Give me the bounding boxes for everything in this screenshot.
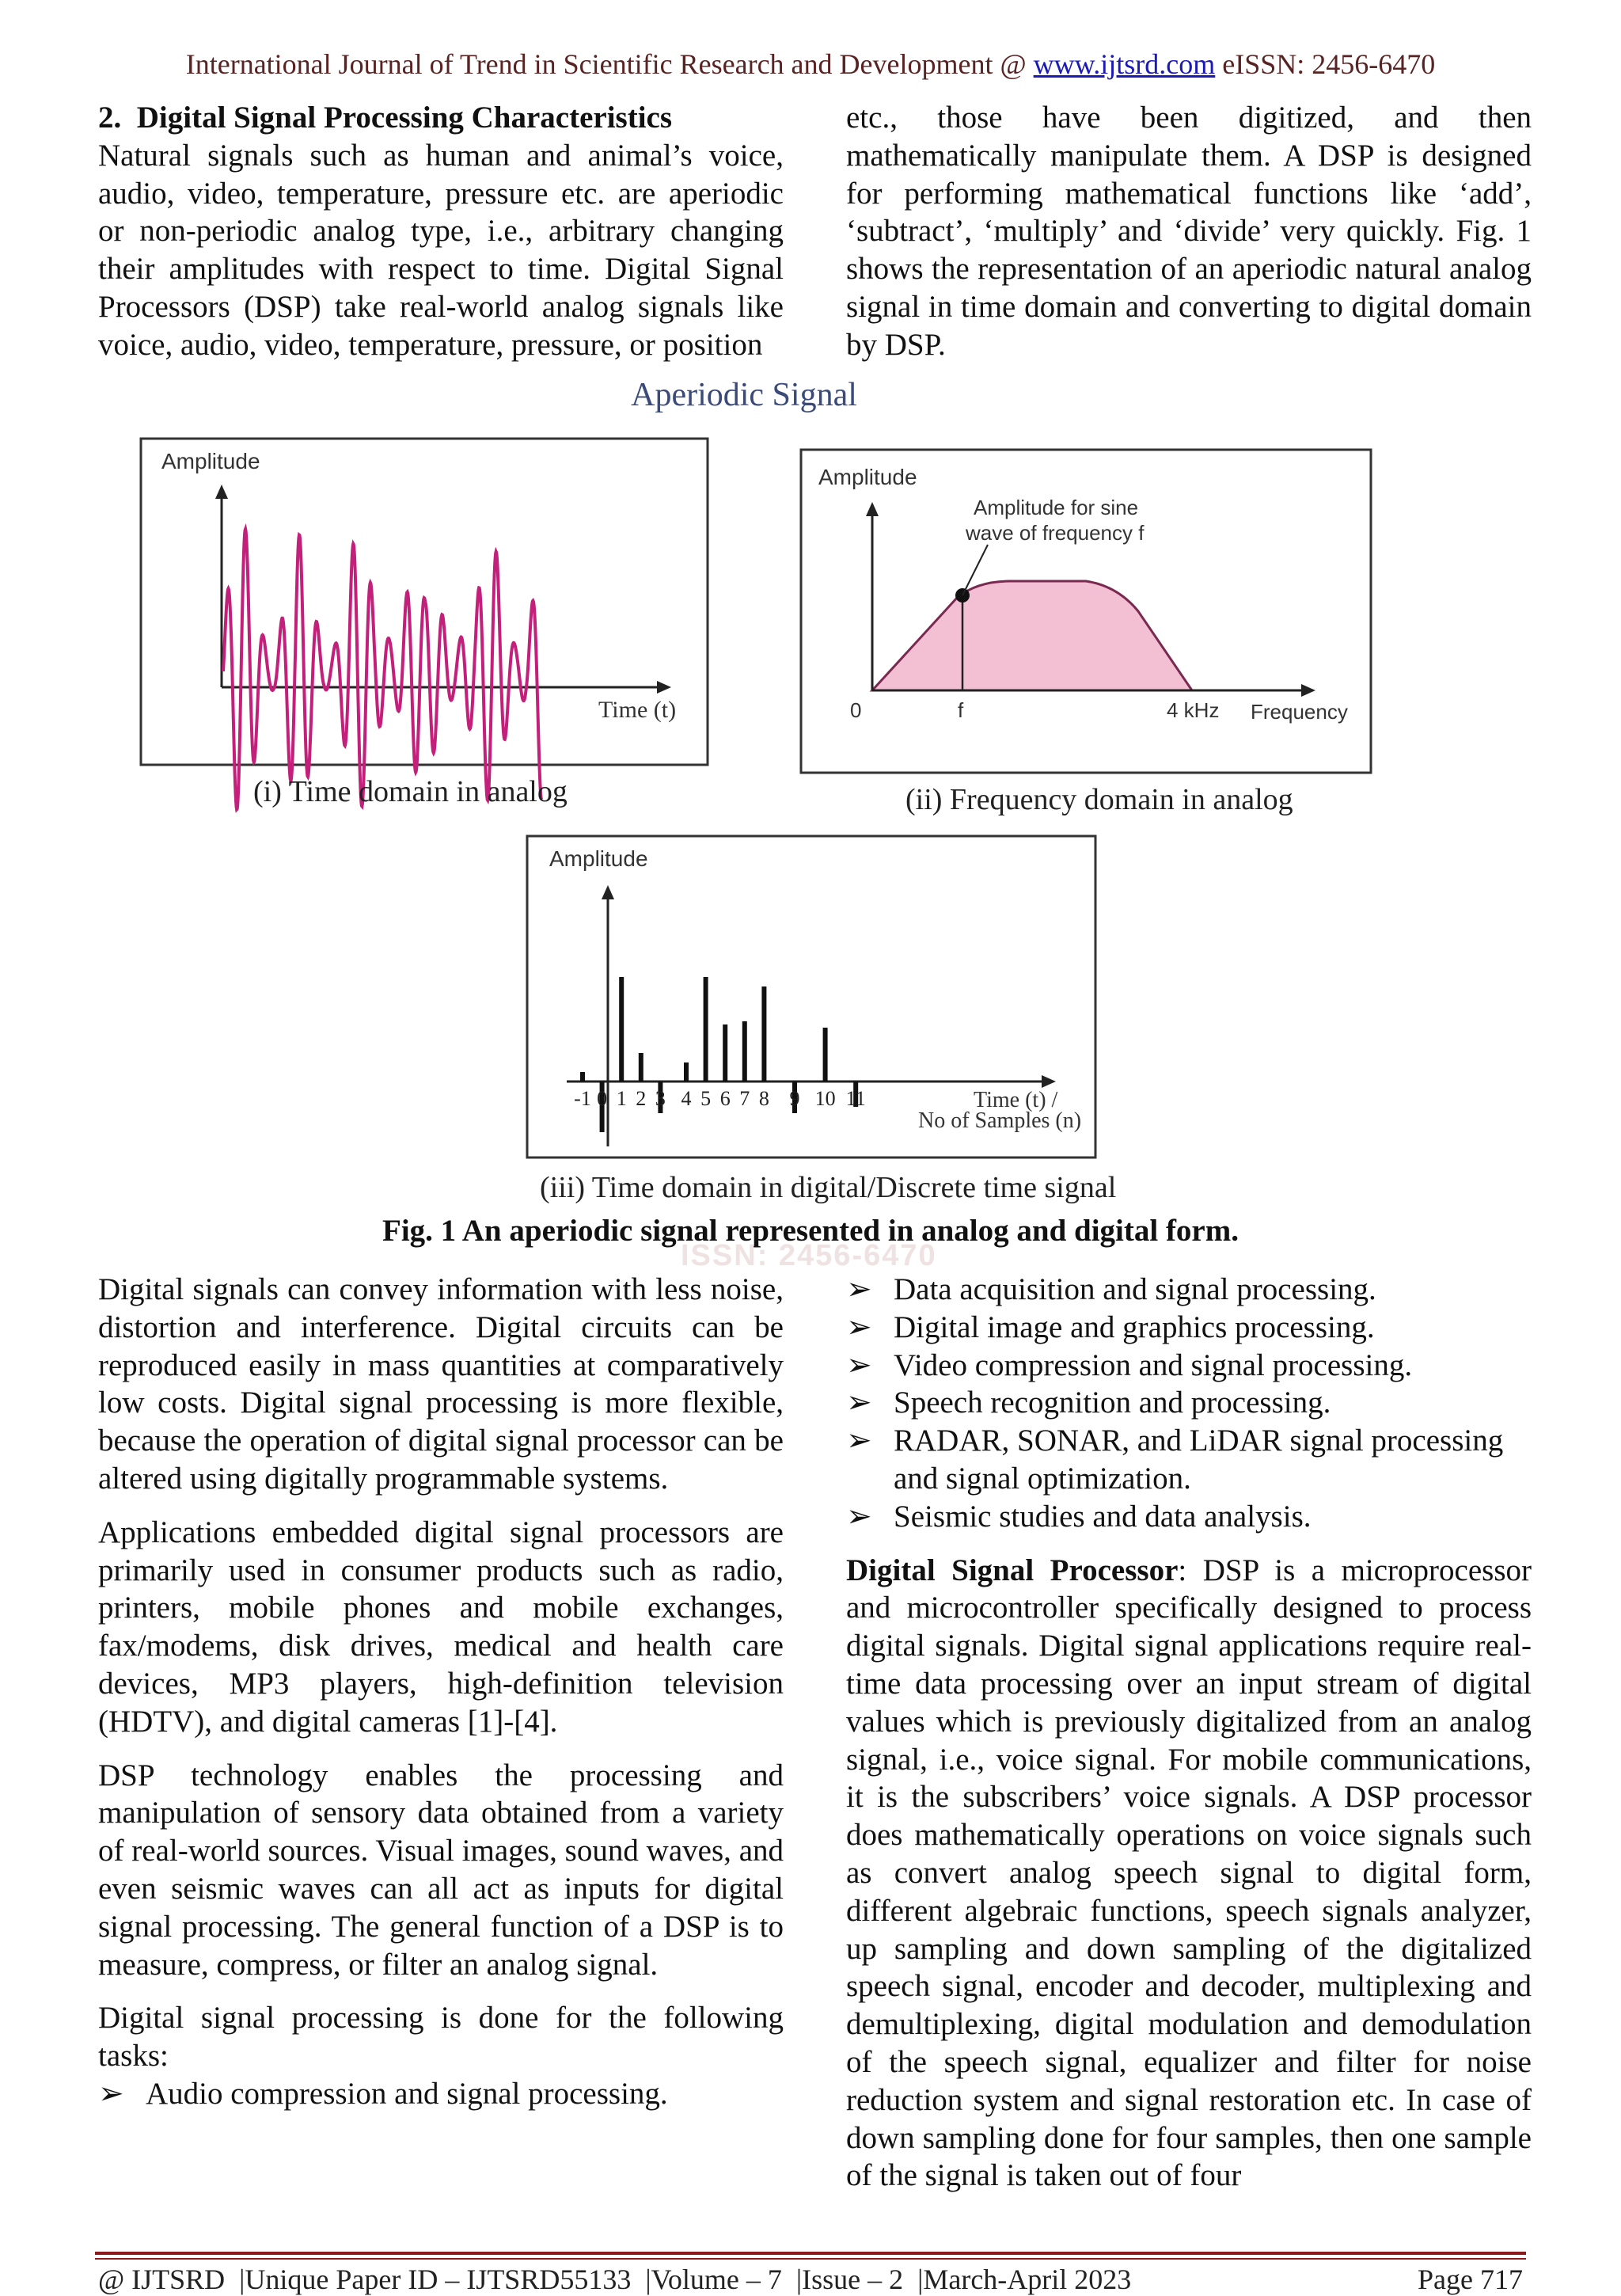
list-item: ➢ RADAR, SONAR, and LiDAR signal processing and signal optimization. — [846, 1424, 1504, 1496]
figure-title: Aperiodic Signal — [631, 377, 857, 413]
footer-issue: Issue – 2 — [802, 2264, 904, 2295]
footer-page-number: Page 717 — [1418, 2264, 1523, 2295]
panel2-caption: (ii) Frequency domain in analog — [905, 783, 1293, 816]
tick-label: 2 — [636, 1087, 647, 1110]
header-issn: eISSN: 2456-6470 — [1222, 48, 1436, 80]
panel2-annotation-line1: Amplitude for sine — [974, 496, 1139, 519]
paragraph-dsp-definition: Digital Signal Processor: DSP is a microprocessor and microcontroller specifically designed to process digital signals. Digital signal applications require real-time data processing over an input stream of digital values which is previously digitalized from an analog signal, i.e., voice signal. For mobile communications, it is the subscribers’ voice signals. A DSP processor does mathematically operations on voice signals such as convert analog speech signal to digital form, different algebraic functions, speech signals analyzer, up sampling and down sampling of the digitalized speech signal, encoder and decoder, multiplexing and demultiplexing, digital modulation and demodulation of the speech signal, equalizer and filter for noise reduction system and signal restoration etc. In case of down sampling done for four samples, then one sample of the signal is taken out of four — [846, 1553, 1532, 2193]
footer-date: March-April 2023 — [923, 2264, 1132, 2295]
bullet-arrow-icon: ➢ — [846, 1424, 872, 1458]
bullet-arrow-icon: ➢ — [846, 1348, 872, 1382]
tick-label: 6 — [719, 1087, 731, 1110]
panel2-annotation-line2: wave of frequency f — [966, 521, 1145, 545]
tick-label: -1 — [574, 1087, 591, 1110]
header-link[interactable]: www.ijtsrd.com — [1033, 48, 1216, 80]
tick-label: 3 — [655, 1087, 666, 1110]
tick-label: 7 — [739, 1087, 750, 1110]
tick-label: 11 — [845, 1087, 866, 1110]
list-item: ➢ Digital image and graphics processing. — [846, 1309, 1532, 1347]
tick-label: 9 — [789, 1087, 800, 1110]
header-journal: International Journal of Trend in Scientific Research and Development @ — [185, 48, 1027, 80]
bullet-arrow-icon: ➢ — [846, 1386, 872, 1420]
paragraph-applications: Applications embedded digital signal processors are primarily used in consumer products such as radio, printers, mobile phones and mobile exchanges, fax/modems, disk drives, medical and health care devices, MP3 players, high-definition television (HDTV), and digital cameras [1]-[4]. — [98, 1515, 784, 1739]
footer-rule — [95, 2252, 1526, 2255]
footer-journal: @ IJTSRD — [98, 2264, 226, 2295]
list-item: ➢ Data acquisition and signal processing. — [846, 1271, 1532, 1309]
panel2-tick-f: f — [958, 698, 964, 722]
footer-volume: Volume – 7 — [651, 2264, 782, 2295]
panel1-caption: (i) Time domain in analog — [253, 775, 568, 808]
panel1-ylabel: Amplitude — [161, 449, 260, 473]
section-title: Digital Signal Processing Characteristics — [136, 101, 673, 135]
task-list-right — [846, 1271, 1532, 1536]
list-item: ➢ Video compression and signal processing. — [846, 1347, 1532, 1385]
tick-label: 8 — [758, 1087, 769, 1110]
panel1-xlabel: Time (t) — [598, 697, 677, 723]
section-number: 2. — [98, 101, 122, 135]
left-column-bottom — [98, 1271, 784, 2113]
tick-label: 10 — [814, 1087, 836, 1110]
tick-label: 5 — [700, 1087, 712, 1110]
panel-frequency-domain-analog — [801, 450, 1371, 816]
footer-rule-thin — [95, 2258, 1526, 2260]
bullet-arrow-icon: ➢ — [846, 1310, 872, 1344]
paragraph-dsp-technology: DSP technology enables the processing and manipulation of sensory data obtained from a variety of real-world sources. Visual images, sound waves, and even seismic waves can all act as inputs for digital signal processing. The general function of a DSP is to measure, compress, or filter an analog signal. — [98, 1758, 784, 1982]
panel-discrete-time — [527, 836, 1116, 1204]
panel3-caption: (iii) Time domain in digital/Discrete time signal — [540, 1171, 1117, 1204]
list-item: ➢ Speech recognition and processing. — [846, 1384, 1532, 1422]
panel2-tick-4khz: 4 kHz — [1167, 698, 1220, 722]
footer-info: @ IJTSRD |Unique Paper ID – IJTSRD55133 |Volume – 7 |Issue – 2 |March-April 2023 — [98, 2264, 1132, 2295]
panel3-xlabel-line1: Time (t) / — [974, 1088, 1058, 1112]
panel3-ylabel: Amplitude — [549, 846, 648, 871]
panel3-tick-labels — [574, 1087, 866, 1110]
dsp-term: Digital Signal Processor — [846, 1553, 1179, 1587]
task-list-left — [98, 2075, 784, 2113]
tick-label: 0 — [597, 1087, 608, 1110]
page-footer — [98, 2263, 1523, 2296]
list-item: ➢ Audio compression and signal processing. — [98, 2075, 784, 2113]
figure-caption: Fig. 1 An aperiodic signal represented in analog and digital form. — [382, 1214, 1239, 1248]
panel2-ylabel: Amplitude — [818, 465, 917, 489]
tick-label: 1 — [616, 1087, 627, 1110]
panel2-xlabel: Frequency — [1251, 700, 1348, 724]
list-item: ➢ Seismic studies and data analysis. — [846, 1498, 1532, 1536]
panel2-tick-0: 0 — [850, 698, 862, 722]
paragraph-tasks-intro: Digital signal processing is done for the following tasks: — [98, 2001, 784, 2074]
bullet-arrow-icon: ➢ — [846, 1272, 872, 1306]
intro-paragraph: Natural signals such as human and animal’s voice, audio, video, temperature, pressure etc. are aperiodic or non-periodic analog type, i.e., arbitrary changing their amplitudes with respect to time. Digital Signal Processors (DSP) take real-world analog signals like voice, audio, video, temperature, pressure, or position — [98, 138, 784, 362]
intro-paragraph-continued: etc., those have been digitized, and then mathematically manipulate them. A DSP is designed for performing mathematical functions like ‘add’, ‘subtract’, ‘multiply’ and ‘divide’ very quickly. Fig. 1 shows the representation of an aperiodic natural analog signal in time domain and converting to digital domain by DSP. — [846, 101, 1532, 362]
right-column-bottom — [846, 1271, 1532, 2210]
panel3-xlabel-line2: No of Samples (n) — [918, 1108, 1082, 1133]
bullet-arrow-icon: ➢ — [98, 2076, 124, 2111]
panel-time-domain-analog — [141, 439, 708, 810]
watermark: ISSN: 2456-6470 — [681, 1239, 937, 1272]
bullet-arrow-icon: ➢ — [846, 1499, 872, 1534]
paragraph-digital-signals: Digital signals can convey information with less noise, distortion and interference. Digital circuits can be reproduced easily in mass quantities at comparatively low costs. Digital signal processing is more flexible, because the operation of digital signal processor can be altered using digitally programmable systems. — [98, 1272, 784, 1496]
footer-paper-id: Unique Paper ID – IJTSRD55133 — [245, 2264, 632, 2295]
tick-label: 4 — [681, 1087, 692, 1110]
